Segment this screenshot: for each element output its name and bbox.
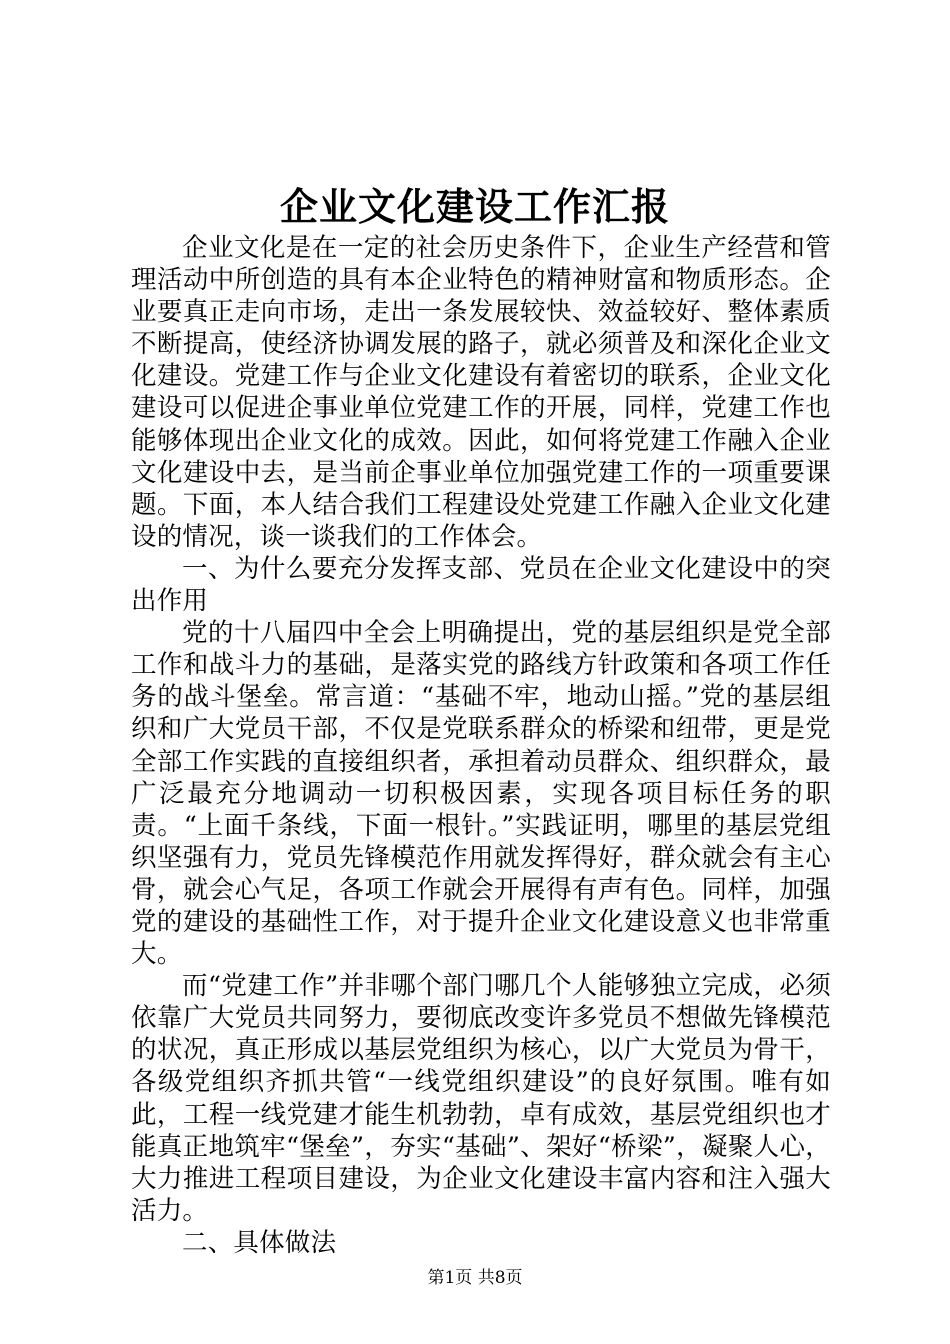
document-body: [131, 232, 831, 1259]
paragraph-party-work: 而“党建工作”并非哪个部门哪几个人能够独立完成，必须依靠广大党员共同努力，要彻底改变许多党员不想做先锋模范的状况，真正形成以基层党组织为核心，以广大党员为骨干，各级党组织齐抓共管“一线党组织建设”的良好氛围。唯有如此，工程一线党建才能生机勃勃，卓有成效，基层党组织也才能真正地筑牢“堡垒”，夯实“基础”、架好“桥梁”，凝聚人心，大力推进工程项目建设，为企业文化建设丰富内容和注入强大活力。: [131, 971, 831, 1226]
section-heading-one: 一、为什么要充分发挥支部、党员在企业文化建设中的突出作用: [131, 553, 831, 617]
section-heading-two: 二、具体做法: [182, 1227, 337, 1258]
paragraph-party-foundation: 党的十八届四中全会上明确提出，党的基层组织是党全部工作和战斗力的基础，是落实党的路线方针政策和各项工作任务的战斗堡垒。常言道：“基础不牢，地动山摇。”党的基层组织和广大党员干部，不仅是党联系群众的桥梁和纽带，更是党全部工作实践的直接组织者，承担着动员群众、组织群众，最广泛最充分地调动一切积极因素，实现各项目标任务的职责。“上面千条线，下面一根针。”实践证明，哪里的基层党组织坚强有力，党员先锋模范作用就发挥得好，群众就会有主心骨，就会心气足，各项工作就会开展得有声有色。同样，加强党的建设的基础性工作，对于提升企业文化建设意义也非常重大。: [131, 618, 831, 970]
paragraph-intro: 企业文化是在一定的社会历史条件下，企业生产经营和管理活动中所创造的具有本企业特色的精神财富和物质形态。企业要真正走向市场，走出一条发展较快、效益较好、整体素质不断提高，使经济协调发展的路子，就必须普及和深化企业文化建设。党建工作与企业文化建设有着密切的联系，企业文化建设可以促进企事业单位党建工作的开展，同样，党建工作也能够体现出企业文化的成效。因此，如何将党建工作融入企业文化建设中去，是当前企事业单位加强党建工作的一项重要课题。下面，本人结合我们工程建设处党建工作融入企业文化建设的情况，谈一谈我们的工作体会。: [131, 233, 831, 552]
document-title: 企业文化建设工作汇报: [279, 184, 670, 229]
page-number: 第1页 共8页: [427, 1268, 523, 1288]
